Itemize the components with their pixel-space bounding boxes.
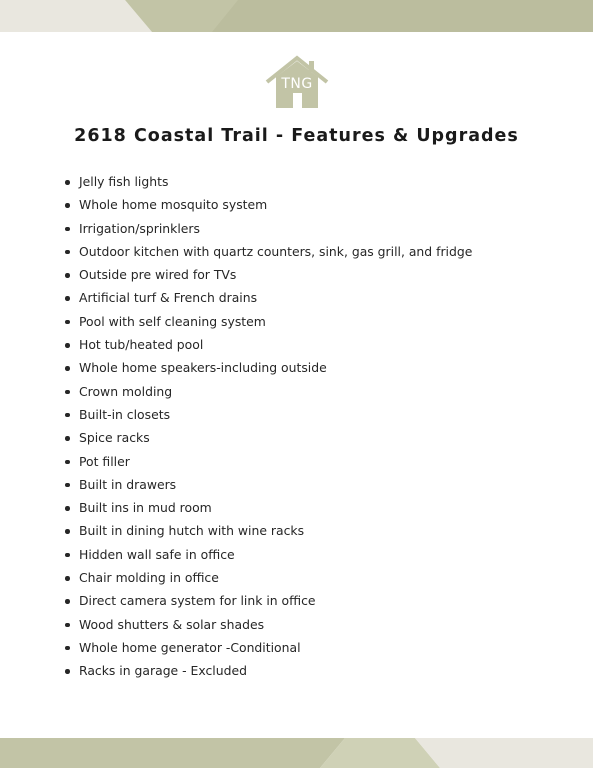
feature-item: Built ins in mud room (62, 496, 572, 519)
tng-logo (264, 55, 330, 111)
feature-item: Spice racks (62, 426, 572, 449)
feature-item: Built in dining hutch with wine racks (62, 519, 572, 542)
bottom-band-sage-shape (0, 738, 345, 768)
page-title: 2618 Coastal Trail - Features & Upgrades (74, 126, 519, 146)
feature-item: Whole home speakers-including outside (62, 356, 572, 379)
feature-item: Direct camera system for link in office (62, 589, 572, 612)
feature-item: Outdoor kitchen with quartz counters, sink, gas grill, and fridge (62, 240, 572, 263)
feature-item: Irrigation/sprinklers (62, 217, 572, 240)
feature-item: Pool with self cleaning system (62, 310, 572, 333)
feature-item: Crown molding (62, 380, 572, 403)
feature-item: Hot tub/heated pool (62, 333, 572, 356)
feature-item: Built in drawers (62, 473, 572, 496)
features-list (62, 170, 572, 683)
feature-item: Hidden wall safe in office (62, 543, 572, 566)
feature-item: Pot filler (62, 450, 572, 473)
feature-item: Wood shutters & solar shades (62, 613, 572, 636)
feature-item: Chair molding in office (62, 566, 572, 589)
bottom-decorative-band (0, 738, 593, 768)
feature-item: Built-in closets (62, 403, 572, 426)
feature-item: Racks in garage - Excluded (62, 659, 572, 682)
feature-item: Artificial turf & French drains (62, 286, 572, 309)
feature-item: Whole home generator -Conditional (62, 636, 572, 659)
feature-item: Whole home mosquito system (62, 193, 572, 216)
feature-item: Jelly fish lights (62, 170, 572, 193)
top-band-sage-shade (212, 0, 593, 32)
logo-text: TNG (281, 76, 313, 92)
bottom-band-beige-shape (415, 738, 593, 768)
feature-item: Outside pre wired for TVs (62, 263, 572, 286)
top-decorative-band (0, 0, 593, 32)
